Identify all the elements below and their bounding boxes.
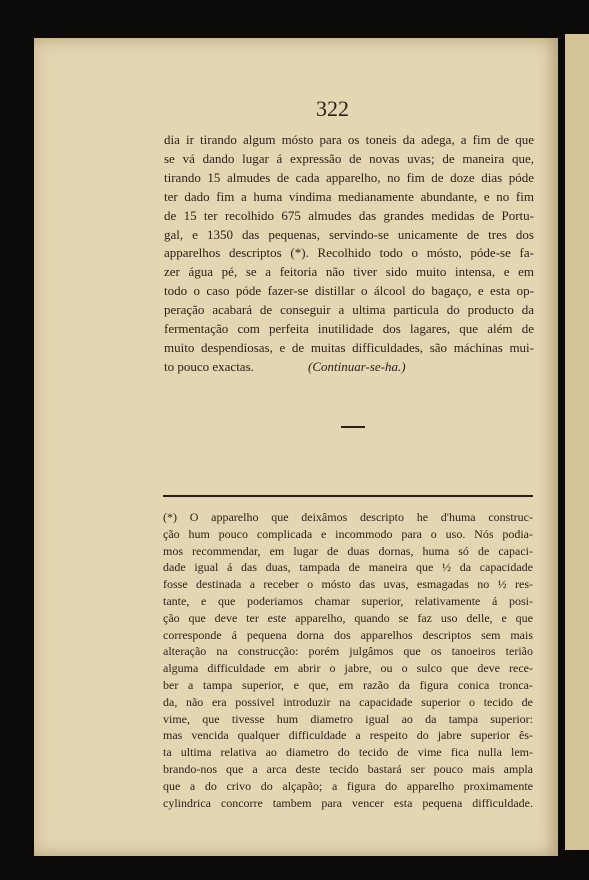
footnote-line: mas vencida qualquer difficuldade a respeito do jabre superior ês-	[163, 728, 533, 743]
body-line: apparelhos descriptos (*). Recolhido todo o mósto, póde-se fa-	[164, 245, 534, 261]
footnote-rule	[163, 495, 533, 497]
footnote	[163, 509, 533, 811]
footnote-last-line: cylindrica concorre tambem para vencer esta pequena difficuldade.	[163, 795, 533, 810]
footnote-line: da, não era possivel introduzir na capacidade superior o tecido de	[163, 694, 533, 709]
body-line: fermentação com perfeita inutilidade dos lagares, que além de	[164, 321, 534, 337]
footnote-line: alteração na construcção: porém julgâmos que os tanoeiros terião	[163, 644, 533, 659]
footnote-line: alguma difficuldade em abrir o jabre, ou o sulco que deve rece-	[163, 661, 533, 676]
footnote-line: mos recommendar, em lugar de duas dornas, huma só de capaci-	[163, 543, 533, 558]
footnote-line: ção que deve ter este apparelho, quando se faz uso delle, e que	[163, 610, 533, 625]
body-line: todo o caso póde fazer-se distillar o álcool do bagaço, e esta op-	[164, 283, 534, 299]
footnote-line: corresponde á pequena dorna dos apparelhos descriptos sem mais	[163, 627, 533, 642]
adjacent-page-edge	[565, 34, 589, 850]
body-line: ter dado fim a huma vindima medianamente abundante, e no fim	[164, 188, 534, 204]
body-line: de 15 ter recolhido 675 almudes das grandes medidas de Portu-	[164, 207, 534, 223]
body-line: tirando 15 almudes de cada apparelho, no fim de doze dias póde	[164, 169, 534, 185]
body-line: zer água pé, se a feitoria não tiver sido muito intensa, e em	[164, 264, 534, 280]
footnote-line: ção hum pouco complicada e incommodo para o uso. Nós podia-	[163, 526, 533, 541]
footnote-line: vime, que tivesse hum diametro igual ao da tampa superior:	[163, 711, 533, 726]
footnote-line: (*) O apparelho que deixâmos descripto he d'huma construc-	[163, 510, 533, 524]
body-line: gal, e 1350 das pequenas, servindo-se unicamente de tres dos	[164, 226, 534, 242]
footnote-line: tante, e que poderiamos chamar superior, relativamente á posi-	[163, 593, 533, 608]
section-divider	[341, 426, 365, 428]
body-line: dia ir tirando algum mósto para os toneis da adega, a fim de que	[164, 132, 534, 147]
page-number: 322	[316, 96, 349, 121]
body-line: peração acabará de conseguir a ultima particula do producto da	[164, 302, 534, 318]
footnote-line: fosse destinada a receber o mósto das uvas, esmagadas no ½ res-	[163, 577, 533, 592]
footnote-line: que a do crivo do alçapão; a figura do apparelho proximamente	[163, 778, 533, 793]
footnote-line: ta ultima relativa ao diametro do tecido de vime fica nulla lem-	[163, 745, 533, 760]
continuation-signature: (Continuar-se-ha.)	[308, 358, 406, 374]
body-line: se vá dando lugar á expressão de novas uvas; de maneira que,	[164, 150, 534, 166]
body-last-line-text: to pouco exactas.	[164, 358, 254, 374]
body-text	[164, 131, 534, 377]
body-last-line	[164, 358, 534, 377]
body-line: muito despendiosas, e de muitas difficuldades, são máchinas mui-	[164, 339, 534, 355]
footnote-line: dade igual á das duas, tampada de maneira que ½ da capacidade	[163, 560, 533, 575]
footnote-line: brando-nos que a arca deste tecido bastará ser pouco mais ampla	[163, 761, 533, 776]
footnote-line: ber a tampa superior, e que, em razão da figura conica tronca-	[163, 677, 533, 692]
